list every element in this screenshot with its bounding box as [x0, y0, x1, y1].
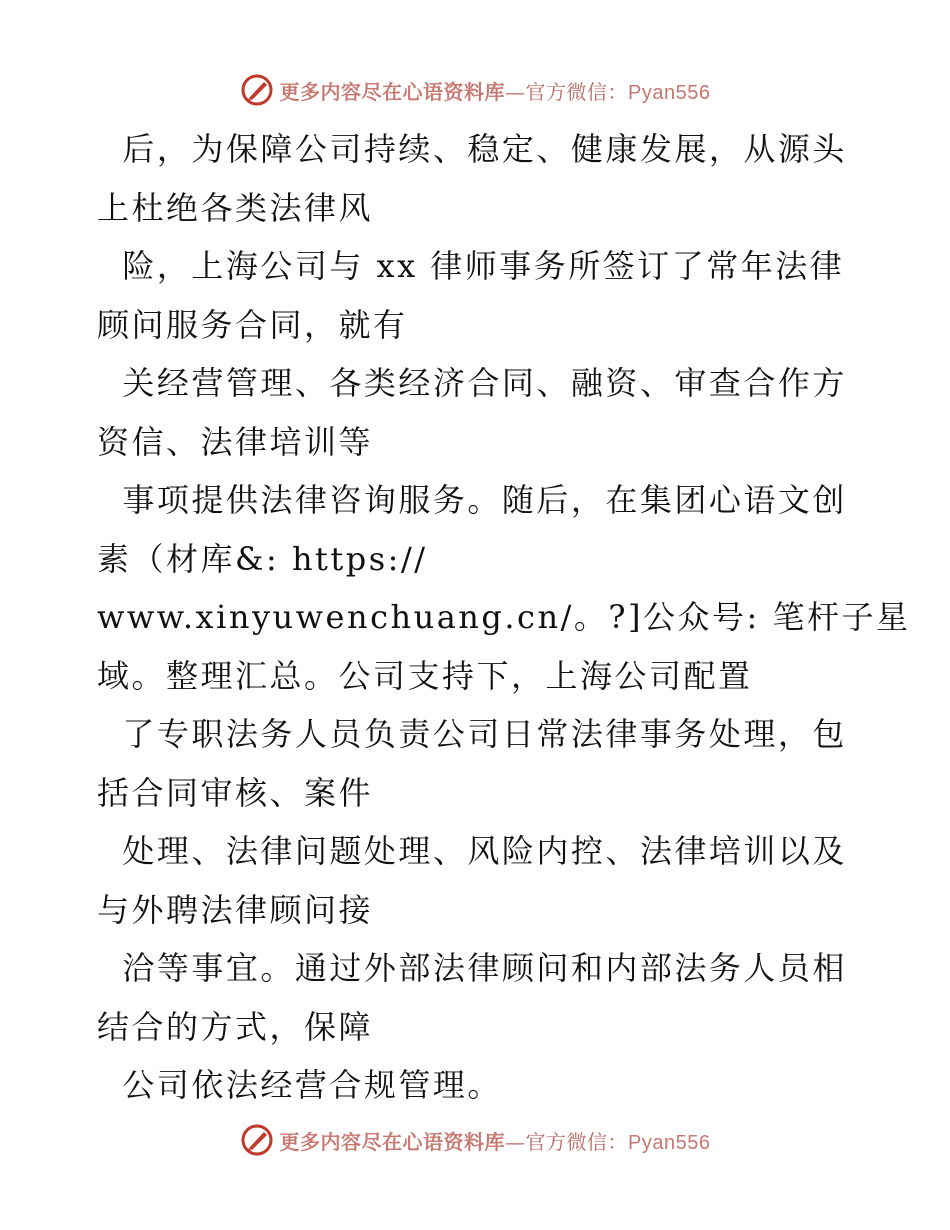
body-line: 与外聘法律顾问接 [97, 890, 374, 929]
body-line: 结合的方式，保障 [97, 1007, 374, 1046]
document-body [97, 120, 911, 1115]
body-line: 了专职法务人员负责公司日常法律事务处理，包 [97, 715, 847, 753]
body-line: 后，为保障公司持续、稳定、健康发展，从源头 [97, 130, 847, 168]
footer-banner-text [280, 1126, 711, 1155]
body-line: 事项提供法律咨询服务。随后，在集团心语文创 [97, 481, 847, 519]
body-line: 括合同审核、案件 [97, 773, 374, 812]
pen-logo-icon [240, 73, 274, 107]
body-line: 公司依法经营合规管理。 [97, 1066, 502, 1104]
header-banner-sub: —官方微信： [505, 79, 629, 104]
body-line: 处理、法律问题处理、风险内控、法律培训以及 [97, 832, 847, 870]
footer-banner-sub: —官方微信： [505, 1129, 629, 1154]
footer-banner [0, 1122, 950, 1158]
body-line: 域。整理汇总。公司支持下，上海公司配置 [97, 656, 753, 695]
header-banner-text [280, 76, 711, 105]
body-line: 资信、法律培训等 [97, 422, 374, 461]
header-banner [0, 72, 950, 108]
footer-wechat-id: Pyan556 [628, 1131, 711, 1154]
header-wechat-id: Pyan556 [628, 81, 711, 104]
pen-logo-icon [240, 1123, 274, 1157]
body-line: 素（材库&: https:// [97, 539, 428, 578]
footer-banner-main: 更多内容尽在心语资料库 [279, 1129, 506, 1154]
header-banner-main: 更多内容尽在心语资料库 [279, 79, 506, 104]
body-line: www.xinyuwenchuang.cn/。?]公众号: 笔杆子星 [97, 598, 911, 636]
body-line: 险，上海公司与 xx 律师事务所签订了常年法律 [97, 247, 845, 285]
body-line: 关经营管理、各类经济合同、融资、审查合作方 [97, 364, 847, 402]
body-line: 顾问服务合同，就有 [97, 305, 408, 344]
body-line: 洽等事宜。通过外部法律顾问和内部法务人员相 [97, 949, 847, 987]
body-line: 上杜绝各类法律风 [97, 188, 374, 227]
